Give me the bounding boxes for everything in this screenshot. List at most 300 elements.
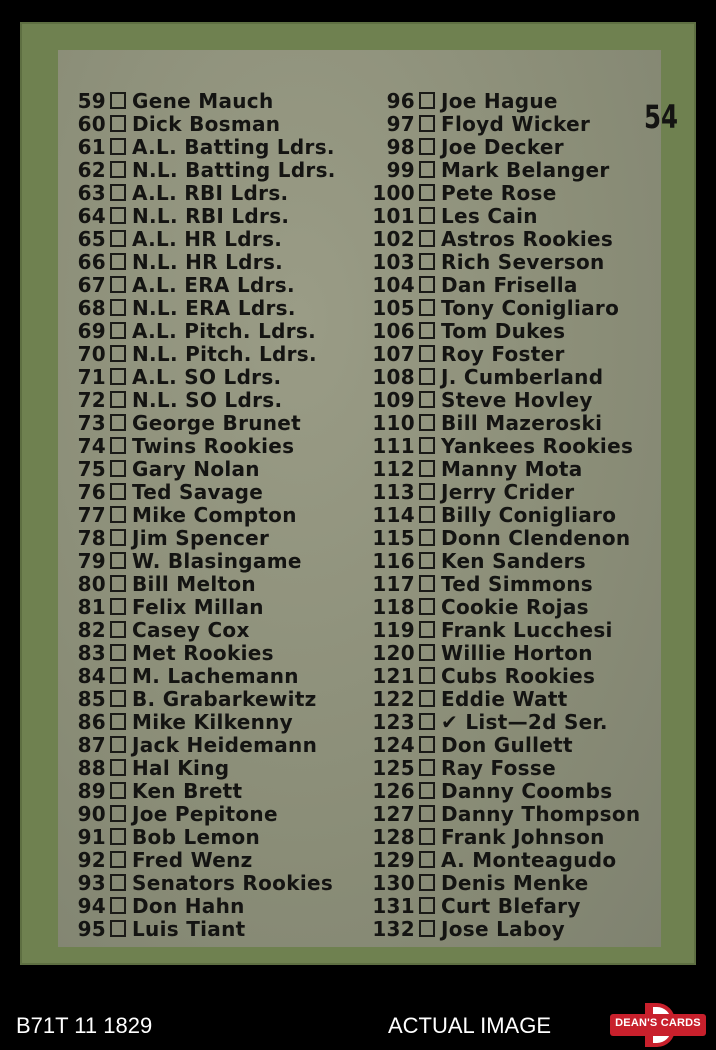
- checkbox: [419, 897, 435, 914]
- card-entry-name: Casey Cox: [132, 617, 250, 642]
- checkbox: [419, 621, 435, 638]
- card-entry-number: 73: [77, 410, 106, 435]
- card-entry-number: 67: [77, 272, 106, 297]
- checkbox: [419, 230, 435, 247]
- checklist-row: [366, 273, 666, 296]
- checkbox: [110, 759, 126, 776]
- checklist-row: [58, 710, 358, 733]
- card-entry-name: Met Rookies: [132, 640, 274, 665]
- checklist-row: [58, 365, 358, 388]
- card-entry-number: 106: [372, 318, 415, 343]
- card-entry-name: Jose Laboy: [441, 916, 565, 941]
- card-entry-number: 74: [77, 433, 106, 458]
- checkbox: [419, 529, 435, 546]
- card-entry-number: 79: [77, 548, 106, 573]
- checkbox: [419, 161, 435, 178]
- card-entry-number: 104: [372, 272, 415, 297]
- checkbox: [110, 851, 126, 868]
- card-entry-number: 113: [372, 479, 415, 504]
- checklist-row: [58, 135, 358, 158]
- checklist-row: [366, 342, 666, 365]
- checkbox: [419, 345, 435, 362]
- card-entry-number: 68: [77, 295, 106, 320]
- card-entry-number: 108: [372, 364, 415, 389]
- checklist-row: [58, 526, 358, 549]
- checklist-row: [366, 411, 666, 434]
- checklist-row: [366, 365, 666, 388]
- card-entry-number: 85: [77, 686, 106, 711]
- card-entry-number: 82: [77, 617, 106, 642]
- card-entry-number: 111: [372, 433, 415, 458]
- checklist-row: [366, 480, 666, 503]
- checkbox: [419, 644, 435, 661]
- checklist-row: [58, 342, 358, 365]
- card-entry-name: Billy Conigliaro: [441, 502, 617, 527]
- checklist-row: [58, 411, 358, 434]
- checklist-row: [366, 181, 666, 204]
- card-entry-number: 125: [372, 755, 415, 780]
- checkbox: [419, 299, 435, 316]
- checklist-row: [366, 112, 666, 135]
- checklist-row: [58, 779, 358, 802]
- card-entry-number: 91: [77, 824, 106, 849]
- checklist-row: [58, 572, 358, 595]
- card-entry-number: 94: [77, 893, 106, 918]
- checklist-row: [58, 204, 358, 227]
- card-entry-number: 80: [77, 571, 106, 596]
- checklist-row: [58, 917, 358, 940]
- card-entry-name: ✔ List—2d Ser.: [441, 709, 608, 734]
- card-entry-number: 121: [372, 663, 415, 688]
- card-entry-name: N.L. Batting Ldrs.: [132, 157, 336, 182]
- card-entry-name: A.L. SO Ldrs.: [132, 364, 282, 389]
- checklist-row: [58, 664, 358, 687]
- checklist-row: [366, 756, 666, 779]
- checklist-row: [58, 503, 358, 526]
- card-entry-number: 88: [77, 755, 106, 780]
- checkbox: [110, 299, 126, 316]
- card-entry-name: Yankees Rookies: [441, 433, 634, 458]
- card-entry-number: 76: [77, 479, 106, 504]
- checkbox: [419, 851, 435, 868]
- card-entry-number: 60: [77, 111, 106, 136]
- card-entry-name: Ted Simmons: [441, 571, 593, 596]
- checklist-row: [58, 687, 358, 710]
- checklist-row: [366, 894, 666, 917]
- checkbox: [419, 115, 435, 132]
- checklist-row: [58, 181, 358, 204]
- card-entry-name: B. Grabarkewitz: [132, 686, 317, 711]
- card-entry-number: 70: [77, 341, 106, 366]
- checkbox: [419, 92, 435, 109]
- checklist-left-column: [58, 89, 358, 940]
- checkbox: [419, 460, 435, 477]
- card-entry-number: 89: [77, 778, 106, 803]
- card-entry-name: Joe Hague: [441, 88, 558, 113]
- checklist-row: [366, 204, 666, 227]
- card-entry-name: Don Gullett: [441, 732, 573, 757]
- checklist-row: [58, 618, 358, 641]
- checkbox: [110, 874, 126, 891]
- checkbox: [110, 598, 126, 615]
- checklist-row: [366, 779, 666, 802]
- checkbox: [110, 552, 126, 569]
- checklist-row: [58, 227, 358, 250]
- card-entry-name: Floyd Wicker: [441, 111, 591, 136]
- checklist-row: [366, 710, 666, 733]
- card-entry-name: Denis Menke: [441, 870, 589, 895]
- checklist-row: [58, 112, 358, 135]
- checkbox: [110, 92, 126, 109]
- card-entry-number: 131: [372, 893, 415, 918]
- checklist-row: [58, 641, 358, 664]
- checklist-row: [366, 526, 666, 549]
- checklist-row: [366, 664, 666, 687]
- checkbox: [419, 276, 435, 293]
- card-entry-name: Cookie Rojas: [441, 594, 589, 619]
- checkbox: [110, 184, 126, 201]
- inventory-code: B71T 11 1829: [16, 1013, 153, 1038]
- card-entry-name: Gene Mauch: [132, 88, 274, 113]
- checkbox: [419, 138, 435, 155]
- card-entry-name: J. Cumberland: [441, 364, 604, 389]
- checklist-row: [366, 848, 666, 871]
- checklist-right-column: [366, 89, 666, 940]
- checkbox: [110, 253, 126, 270]
- checkbox: [419, 322, 435, 339]
- card-entry-name: Manny Mota: [441, 456, 583, 481]
- card-entry-number: 71: [77, 364, 106, 389]
- checklist-card: [20, 22, 696, 965]
- card-entry-number: 90: [77, 801, 106, 826]
- card-entry-name: Danny Thompson: [441, 801, 641, 826]
- checklist-row: [58, 802, 358, 825]
- card-entry-number: 114: [372, 502, 415, 527]
- checklist-row: [366, 250, 666, 273]
- card-entry-number: 78: [77, 525, 106, 550]
- card-entry-name: A. Monteagudo: [441, 847, 617, 872]
- checkbox: [419, 575, 435, 592]
- card-entry-name: Les Cain: [441, 203, 538, 228]
- card-entry-number: 81: [77, 594, 106, 619]
- card-entry-name: N.L. SO Ldrs.: [132, 387, 283, 412]
- card-entry-name: Twins Rookies: [132, 433, 295, 458]
- card-entry-number: 64: [77, 203, 106, 228]
- checklist-row: [366, 434, 666, 457]
- checkbox: [110, 897, 126, 914]
- deans-cards-logo: [610, 1003, 706, 1047]
- card-entry-name: Don Hahn: [132, 893, 245, 918]
- checkbox: [419, 598, 435, 615]
- card-entry-name: Senators Rookies: [132, 870, 334, 895]
- card-entry-number: 120: [372, 640, 415, 665]
- card-entry-name: A.L. RBI Ldrs.: [132, 180, 289, 205]
- checklist-row: [58, 158, 358, 181]
- card-entry-number: 110: [372, 410, 415, 435]
- card-entry-number: 72: [77, 387, 106, 412]
- card-entry-name: Curt Blefary: [441, 893, 581, 918]
- card-entry-number: 61: [77, 134, 106, 159]
- card-entry-number: 129: [372, 847, 415, 872]
- card-entry-number: 107: [372, 341, 415, 366]
- checklist-row: [366, 549, 666, 572]
- checklist-row: [58, 434, 358, 457]
- checkbox: [419, 759, 435, 776]
- card-entry-name: Danny Coombs: [441, 778, 613, 803]
- card-entry-number: 102: [372, 226, 415, 251]
- checkbox: [419, 184, 435, 201]
- card-entry-number: 119: [372, 617, 415, 642]
- card-entry-name: Astros Rookies: [441, 226, 614, 251]
- card-entry-name: Jim Spencer: [132, 525, 270, 550]
- checkbox: [110, 805, 126, 822]
- checklist-row: [366, 641, 666, 664]
- checklist-panel: [58, 50, 679, 947]
- card-entry-name: Ken Brett: [132, 778, 243, 803]
- checkbox: [110, 782, 126, 799]
- card-entry-number: 127: [372, 801, 415, 826]
- checkbox: [110, 414, 126, 431]
- checklist-row: [58, 296, 358, 319]
- card-entry-name: A.L. Batting Ldrs.: [132, 134, 335, 159]
- checkbox: [419, 253, 435, 270]
- checklist-row: [58, 894, 358, 917]
- checkbox: [110, 322, 126, 339]
- checkbox: [419, 736, 435, 753]
- card-entry-name: Frank Lucchesi: [441, 617, 613, 642]
- checklist-row: [366, 158, 666, 181]
- checklist-row: [366, 733, 666, 756]
- card-entry-name: Joe Pepitone: [132, 801, 278, 826]
- card-entry-name: A.L. HR Ldrs.: [132, 226, 283, 251]
- card-entry-number: 128: [372, 824, 415, 849]
- checklist-row: [366, 572, 666, 595]
- actual-image-label: ACTUAL IMAGE: [388, 1013, 551, 1038]
- checkbox: [110, 621, 126, 638]
- card-entry-name: Dan Frisella: [441, 272, 578, 297]
- card-entry-name: M. Lachemann: [132, 663, 299, 688]
- checklist-row: [366, 687, 666, 710]
- card-entry-name: N.L. ERA Ldrs.: [132, 295, 296, 320]
- card-entry-name: Ray Fosse: [441, 755, 556, 780]
- checkbox: [419, 713, 435, 730]
- card-entry-number: 132: [372, 916, 415, 941]
- card-entry-name: Mike Compton: [132, 502, 297, 527]
- checkbox: [110, 506, 126, 523]
- card-entry-name: N.L. RBI Ldrs.: [132, 203, 290, 228]
- checkbox: [419, 506, 435, 523]
- card-entry-name: Tony Conigliaro: [441, 295, 620, 320]
- card-entry-name: Cubs Rookies: [441, 663, 596, 688]
- checkbox: [419, 920, 435, 937]
- card-entry-number: 130: [372, 870, 415, 895]
- card-entry-name: Ted Savage: [132, 479, 264, 504]
- checklist-row: [366, 618, 666, 641]
- checkbox: [419, 552, 435, 569]
- checkbox: [110, 115, 126, 132]
- card-entry-number: 92: [77, 847, 106, 872]
- card-entry-name: Steve Hovley: [441, 387, 593, 412]
- checklist-row: [366, 825, 666, 848]
- checklist-row: [58, 848, 358, 871]
- checkbox: [110, 207, 126, 224]
- checklist-row: [58, 250, 358, 273]
- checkbox: [419, 667, 435, 684]
- card-entry-name: Mark Belanger: [441, 157, 610, 182]
- card-entry-name: Willie Horton: [441, 640, 593, 665]
- checklist-row: [58, 319, 358, 342]
- checkbox: [110, 483, 126, 500]
- card-entry-number: 63: [77, 180, 106, 205]
- checklist-row: [58, 756, 358, 779]
- card-entry-name: George Brunet: [132, 410, 302, 435]
- card-entry-number: 62: [77, 157, 106, 182]
- checklist-row: [58, 89, 358, 112]
- checkbox: [110, 575, 126, 592]
- card-entry-number: 100: [372, 180, 415, 205]
- card-entry-name: Rich Severson: [441, 249, 605, 274]
- card-entry-number: 116: [372, 548, 415, 573]
- card-entry-number: 112: [372, 456, 415, 481]
- card-entry-name: A.L. Pitch. Ldrs.: [132, 318, 317, 343]
- checkbox: [110, 667, 126, 684]
- card-entry-name: Felix Millan: [132, 594, 264, 619]
- logo-text: DEAN'S CARDS: [615, 1017, 701, 1029]
- checkbox: [110, 230, 126, 247]
- card-entry-number: 109: [372, 387, 415, 412]
- card-entry-name: Ken Sanders: [441, 548, 586, 573]
- card-entry-number: 117: [372, 571, 415, 596]
- card-entry-number: 83: [77, 640, 106, 665]
- card-entry-number: 103: [372, 249, 415, 274]
- card-entry-number: 87: [77, 732, 106, 757]
- checklist-row: [58, 871, 358, 894]
- checklist-row: [366, 802, 666, 825]
- card-entry-name: Eddie Watt: [441, 686, 568, 711]
- card-entry-number: 66: [77, 249, 106, 274]
- checkbox: [110, 690, 126, 707]
- checklist-row: [366, 917, 666, 940]
- card-entry-number: 86: [77, 709, 106, 734]
- checkbox: [419, 368, 435, 385]
- checklist-row: [58, 388, 358, 411]
- card-entry-number: 95: [77, 916, 106, 941]
- checkbox: [419, 874, 435, 891]
- checklist-row: [366, 319, 666, 342]
- card-entry-number: 124: [372, 732, 415, 757]
- checklist-row: [366, 388, 666, 411]
- card-entry-name: Hal King: [132, 755, 230, 780]
- checklist-row: [58, 273, 358, 296]
- card-entry-number: 96: [386, 88, 415, 113]
- checklist-row: [366, 871, 666, 894]
- card-entry-number: 65: [77, 226, 106, 251]
- card-entry-number: 97: [386, 111, 415, 136]
- card-entry-number: 118: [372, 594, 415, 619]
- checkbox: [419, 414, 435, 431]
- card-entry-name: Bill Mazeroski: [441, 410, 603, 435]
- checkbox: [419, 437, 435, 454]
- checkbox: [419, 828, 435, 845]
- checkbox: [110, 437, 126, 454]
- checklist-row: [58, 825, 358, 848]
- card-entry-number: 105: [372, 295, 415, 320]
- checklist-row: [366, 457, 666, 480]
- checkbox: [110, 460, 126, 477]
- card-entry-name: Tom Dukes: [441, 318, 566, 343]
- card-entry-number: 101: [372, 203, 415, 228]
- card-entry-name: Luis Tiant: [132, 916, 246, 941]
- card-number: 54: [644, 98, 679, 136]
- card-entry-name: N.L. HR Ldrs.: [132, 249, 284, 274]
- card-entry-name: Jerry Crider: [441, 479, 575, 504]
- card-entry-number: 93: [77, 870, 106, 895]
- checkbox: [110, 713, 126, 730]
- card-entry-name: Fred Wenz: [132, 847, 253, 872]
- card-entry-number: 122: [372, 686, 415, 711]
- card-entry-name: Joe Decker: [441, 134, 564, 159]
- checkbox: [110, 529, 126, 546]
- checkbox: [110, 161, 126, 178]
- card-entry-number: 115: [372, 525, 415, 550]
- card-entry-name: Jack Heidemann: [132, 732, 318, 757]
- checkbox: [110, 828, 126, 845]
- checkbox: [419, 483, 435, 500]
- checkbox: [110, 920, 126, 937]
- card-entry-number: 69: [77, 318, 106, 343]
- card-entry-number: 75: [77, 456, 106, 481]
- card-entry-number: 123: [372, 709, 415, 734]
- checklist-row: [366, 296, 666, 319]
- checklist-row: [366, 227, 666, 250]
- checklist-row: [366, 595, 666, 618]
- checklist-row: [366, 135, 666, 158]
- checkbox: [110, 368, 126, 385]
- checkbox: [419, 782, 435, 799]
- card-entry-name: Donn Clendenon: [441, 525, 631, 550]
- card-entry-name: Pete Rose: [441, 180, 557, 205]
- card-entry-number: 77: [77, 502, 106, 527]
- checklist-row: [366, 503, 666, 526]
- checklist-row: [58, 595, 358, 618]
- card-entry-number: 98: [386, 134, 415, 159]
- card-entry-number: 84: [77, 663, 106, 688]
- checklist-row: [366, 89, 666, 112]
- card-entry-name: Bob Lemon: [132, 824, 261, 849]
- checklist-row: [58, 733, 358, 756]
- checkbox: [110, 391, 126, 408]
- card-entry-name: Mike Kilkenny: [132, 709, 293, 734]
- card-entry-number: 99: [386, 157, 415, 182]
- card-entry-name: Frank Johnson: [441, 824, 605, 849]
- card-entry-number: 126: [372, 778, 415, 803]
- card-entry-name: A.L. ERA Ldrs.: [132, 272, 295, 297]
- checkbox: [110, 345, 126, 362]
- checkbox: [110, 138, 126, 155]
- checklist-row: [58, 480, 358, 503]
- checklist-row: [58, 549, 358, 572]
- checkbox: [419, 207, 435, 224]
- checkbox: [419, 805, 435, 822]
- checklist-row: [58, 457, 358, 480]
- checkbox: [110, 644, 126, 661]
- card-entry-name: W. Blasingame: [132, 548, 302, 573]
- checkbox: [110, 276, 126, 293]
- card-entry-name: Bill Melton: [132, 571, 256, 596]
- card-entry-name: Roy Foster: [441, 341, 565, 366]
- card-entry-number: 59: [77, 88, 106, 113]
- checkbox: [419, 690, 435, 707]
